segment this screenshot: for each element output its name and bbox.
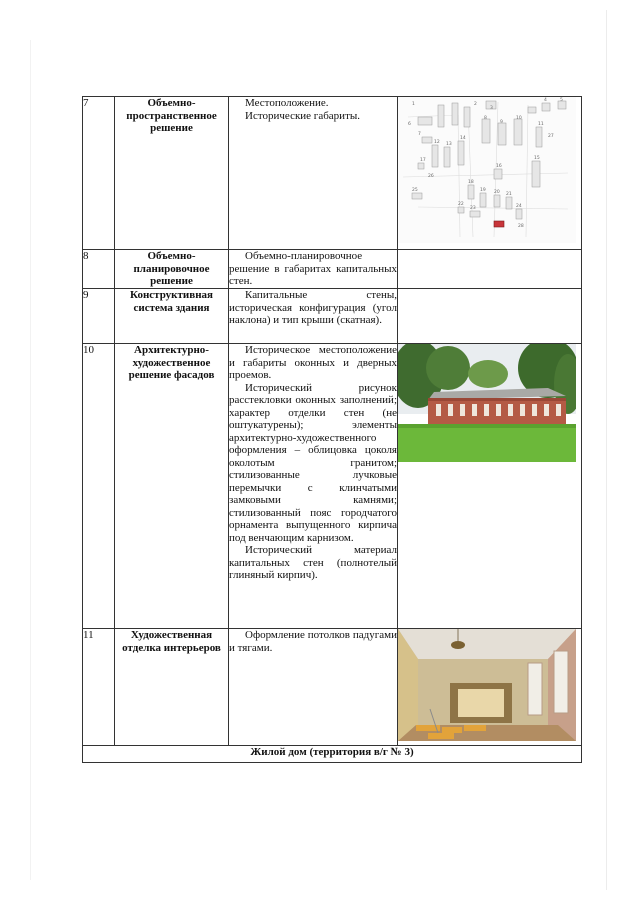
interior-photo-cell [398, 629, 582, 746]
heritage-elements-table [82, 96, 582, 763]
description-paragraph: Исторические габариты. [245, 109, 361, 122]
row-description [229, 250, 398, 289]
scan-edge-right [606, 10, 607, 890]
row-description [229, 344, 398, 629]
map-label: 2 [474, 102, 477, 107]
description-paragraph: Историческое местоположение и габариты оконных и дверных проемов. [229, 344, 397, 381]
row-number: 7 [83, 97, 115, 250]
description-paragraph: Объемно-планировочное решение в габаритах капитальных стен. [229, 250, 397, 287]
map-label: 1 [412, 102, 415, 107]
table-row [83, 746, 582, 763]
map-label: 12 [434, 140, 440, 145]
row-title: Художественная отделка интерьеров [115, 629, 229, 746]
description-paragraph: Исторический рисунок расстекловки оконных заполнений; характер отделки стен (не оштукатурены); элементы архитектурно-художественного оформления – облицовка цоколя околотым гранитом; стилизованные лучковые перемычки с клинчатыми замковыми камнями; стилизованный пояс городчатого орнамента выпущенного кирпича под венчающим карнизом. [229, 381, 397, 544]
map-label: 4 [544, 98, 547, 103]
row-description [229, 289, 398, 344]
map-label: 8 [484, 116, 487, 121]
row-title: Объемно-пространственное решение [115, 97, 229, 250]
row-number: 8 [83, 250, 115, 289]
facade-photo-cell [398, 344, 582, 629]
map-label: 28 [518, 224, 524, 229]
description-paragraph: Исторический материал капитальных стен (полнотелый глиняный кирпич). [229, 544, 397, 581]
map-label: 24 [516, 204, 522, 209]
map-label: 15 [534, 156, 540, 161]
scan-edge-left [30, 40, 31, 880]
row-number: 10 [83, 344, 115, 629]
site-plan-map [398, 97, 576, 243]
map-label: 9 [500, 120, 503, 125]
map-label: 11 [538, 122, 544, 127]
map-label: 13 [446, 142, 452, 147]
row-title: Объемно-планировочное решение [115, 250, 229, 289]
row-title: Конструктивная система здания [115, 289, 229, 344]
map-label: 19 [480, 188, 486, 193]
map-label: 17 [420, 158, 426, 163]
map-label: 22 [458, 202, 464, 207]
site-plan-cell [398, 97, 582, 250]
map-label: 27 [548, 134, 554, 139]
map-label: 6 [408, 122, 411, 127]
map-label: 20 [494, 190, 500, 195]
map-label: 23 [470, 206, 476, 211]
map-label: 10 [516, 116, 522, 121]
empty-image-cell [398, 289, 582, 344]
description-paragraph: Капитальные стены, историческая конфигурация (угол наклона) и тип крыши (скатная). [229, 289, 397, 326]
map-label: 14 [460, 136, 466, 141]
row-description [229, 629, 398, 746]
map-label: 7 [418, 132, 421, 137]
map-label: 5 [560, 98, 563, 103]
empty-image-cell [398, 250, 582, 289]
table-row [83, 629, 582, 746]
map-label: 26 [428, 174, 434, 179]
map-label: 18 [468, 180, 474, 185]
table-row [83, 344, 582, 629]
row-number: 11 [83, 629, 115, 746]
map-label: 21 [506, 192, 512, 197]
row-title: Архитектурно-художественное решение фасадов [115, 344, 229, 629]
description-paragraph: Местоположение. [245, 97, 329, 109]
table-row [83, 250, 582, 289]
map-label: 25 [412, 188, 418, 193]
map-label: 16 [496, 164, 502, 169]
row-number: 9 [83, 289, 115, 344]
section-footer-title: Жилой дом (территория в/г № 3) [83, 746, 582, 763]
interior-photo [398, 629, 576, 741]
table-row [83, 289, 582, 344]
map-label: 3 [490, 106, 493, 111]
description-paragraph: Оформление потолков падугами и тягами. [229, 629, 397, 654]
row-description [229, 97, 398, 250]
facade-photo [398, 344, 576, 462]
table-row [83, 97, 582, 250]
